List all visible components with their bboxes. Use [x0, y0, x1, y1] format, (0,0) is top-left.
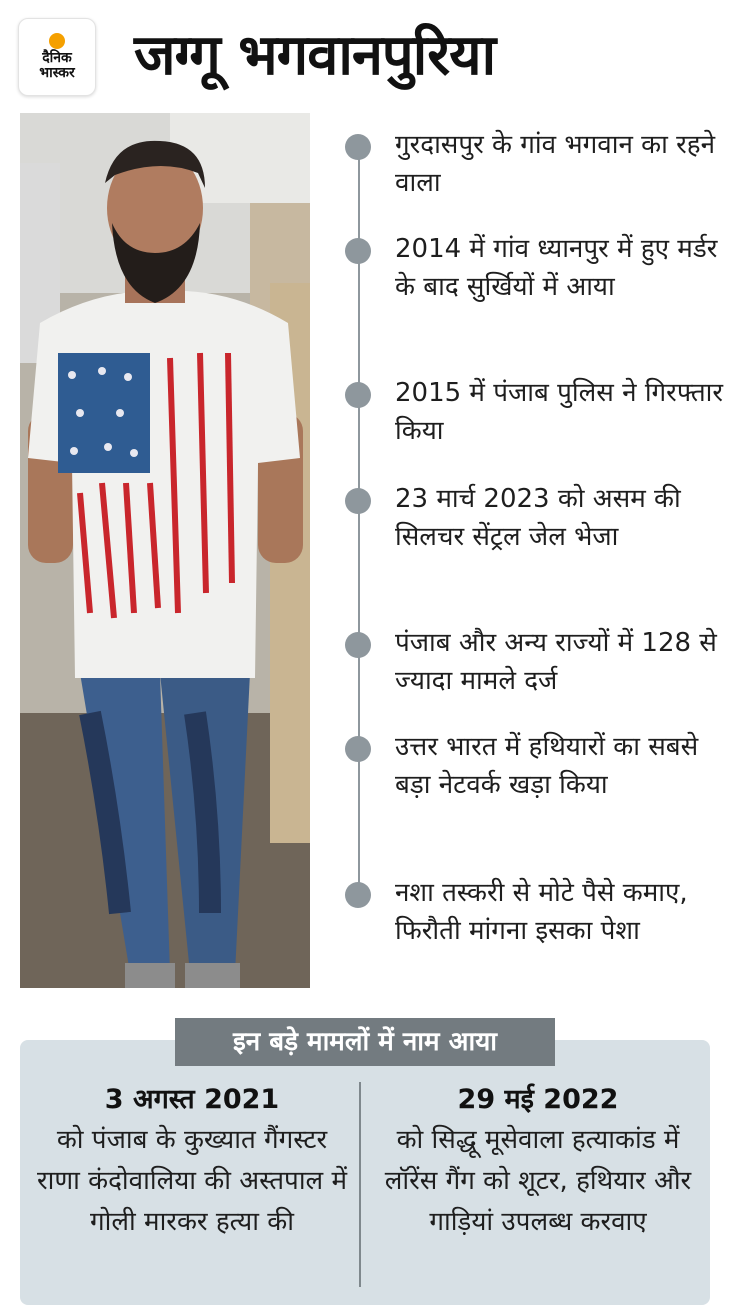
page-title: जग्गू भगवानपुरिया [134, 23, 496, 88]
logo-text-line1: दैनिक [42, 50, 72, 66]
case-item-right [378, 1080, 698, 1243]
timeline-dot-icon [345, 134, 371, 160]
case-date: 29 मई 2022 [457, 1084, 619, 1115]
timeline-text: नशा तस्करी से मोटे पैसे कमाए, फिरौती मांगना इसका पेशा [395, 878, 688, 946]
timeline-dot-icon [345, 238, 371, 264]
timeline-text: पंजाब और अन्य राज्यों में 128 से ज्यादा मामले दर्ज [395, 628, 717, 696]
timeline-dot-icon [345, 736, 371, 762]
timeline-text: गुरदासपुर के गांव भगवान का रहने वाला [395, 130, 716, 198]
case-item-left [32, 1080, 352, 1243]
timeline-text: 2014 में गांव ध्यानपुर में हुए मर्डर के बाद सुर्खियों में आया [395, 234, 718, 302]
timeline-dot-icon [345, 488, 371, 514]
timeline-text: 2015 में पंजाब पुलिस ने गिरफ्तार किया [395, 378, 724, 446]
cases-divider [359, 1082, 361, 1287]
logo [18, 18, 96, 96]
timeline-text: उत्तर भारत में हथियारों का सबसे बड़ा नेटवर्क खड़ा किया [395, 732, 699, 800]
case-date: 3 अगस्त 2021 [104, 1084, 280, 1115]
case-text: को सिद्धू मूसेवाला हत्याकांड में लॉरेंस गैंग को शूटर, हथियार और गाड़ियां उपलब्ध करवाए [384, 1125, 692, 1237]
logo-sun-icon [49, 33, 65, 49]
cases-heading: इन बड़े मामलों में नाम आया [175, 1018, 555, 1066]
timeline-dot-icon [345, 882, 371, 908]
person-photo [20, 113, 310, 988]
timeline-dot-icon [345, 382, 371, 408]
timeline-text: 23 मार्च 2023 को असम की सिलचर सेंट्रल जेल भेजा [395, 484, 681, 552]
timeline-dot-icon [345, 632, 371, 658]
logo-text-line2: भास्कर [39, 65, 75, 81]
case-text: को पंजाब के कुख्यात गैंगस्टर राणा कंदोवालिया की अस्तपाल में गोली मारकर हत्या की [36, 1125, 347, 1237]
